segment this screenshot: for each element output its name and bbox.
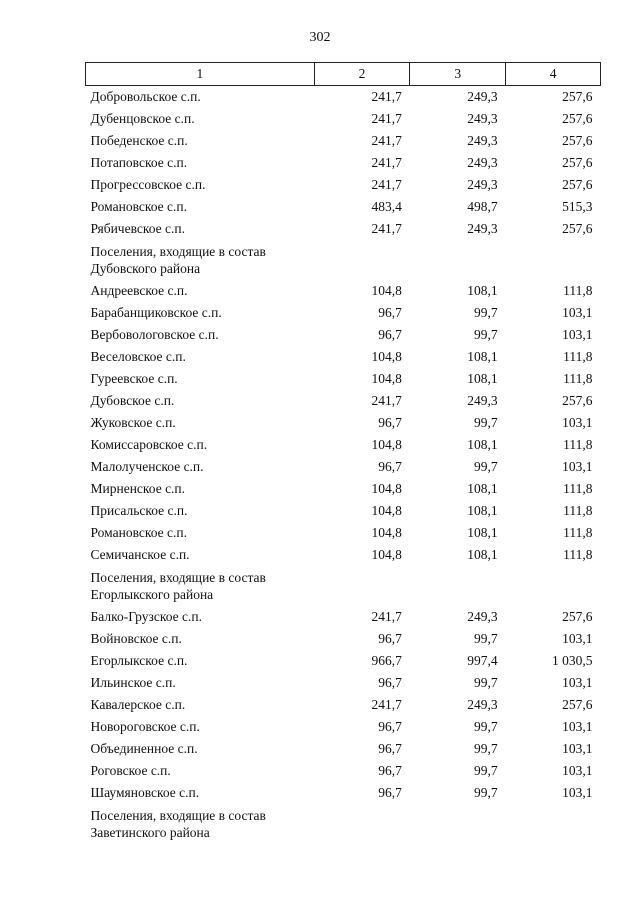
value-col-3: 99,7 [474, 675, 498, 690]
data-table [85, 62, 601, 844]
value-col-3: 249,3 [467, 111, 498, 126]
settlement-name: Потаповское с.п. [90, 155, 188, 170]
value-col-2: 96,7 [378, 631, 402, 646]
settlement-name: Семичанское с.п. [90, 547, 190, 562]
table-row [86, 86, 601, 109]
value-col-4: 103,1 [562, 785, 593, 800]
value-col-4: 257,6 [562, 393, 593, 408]
table-row [86, 672, 601, 694]
group-heading: Поселения, входящие в состав Егорлыкского района [90, 570, 266, 602]
value-col-3: 99,7 [474, 305, 498, 320]
value-col-4: 103,1 [562, 763, 593, 778]
table-row [86, 500, 601, 522]
value-col-2: 104,8 [371, 503, 402, 518]
header-col-4: 4 [506, 63, 601, 86]
group-heading-row [86, 804, 601, 844]
value-col-2: 96,7 [378, 675, 402, 690]
value-col-2: 241,7 [371, 111, 402, 126]
empty-cell [314, 804, 410, 844]
header-col-2: 2 [314, 63, 410, 86]
settlement-name: Комиссаровское с.п. [90, 437, 208, 452]
settlement-name: Андреевское с.п. [90, 283, 188, 298]
table-row [86, 346, 601, 368]
settlement-name: Шаумяновское с.п. [90, 785, 200, 800]
table-row [86, 196, 601, 218]
settlement-name: Романовское с.п. [90, 199, 187, 214]
value-col-4: 111,8 [563, 503, 593, 518]
value-col-2: 241,7 [371, 89, 402, 104]
value-col-2: 96,7 [378, 741, 402, 756]
value-col-3: 99,7 [474, 459, 498, 474]
settlement-name: Присальское с.п. [90, 503, 188, 518]
value-col-4: 515,3 [562, 199, 593, 214]
settlement-name: Веселовское с.п. [90, 349, 186, 364]
table-row [86, 174, 601, 196]
value-col-2: 241,7 [371, 133, 402, 148]
value-col-2: 96,7 [378, 763, 402, 778]
table-header [86, 63, 601, 86]
value-col-3: 249,3 [467, 393, 498, 408]
table-row [86, 478, 601, 500]
empty-cell [506, 240, 601, 280]
empty-cell [314, 240, 410, 280]
value-col-4: 103,1 [562, 741, 593, 756]
group-heading: Поселения, входящие в состав Дубовского района [90, 244, 266, 276]
page-number: 302 [309, 30, 331, 45]
value-col-3: 99,7 [474, 631, 498, 646]
value-col-3: 249,3 [467, 221, 498, 236]
value-col-3: 249,3 [467, 609, 498, 624]
empty-cell [410, 566, 506, 606]
table-row [86, 218, 601, 240]
value-col-4: 111,8 [563, 283, 593, 298]
value-col-2: 96,7 [378, 459, 402, 474]
value-col-2: 104,8 [371, 481, 402, 496]
value-col-3: 99,7 [474, 785, 498, 800]
settlement-name: Добровольское с.п. [90, 89, 201, 104]
value-col-4: 103,1 [562, 415, 593, 430]
value-col-4: 111,8 [563, 371, 593, 386]
value-col-2: 966,7 [371, 653, 402, 668]
table-row [86, 522, 601, 544]
settlement-name: Ильинское с.п. [90, 675, 176, 690]
value-col-3: 108,1 [467, 503, 498, 518]
value-col-4: 257,6 [562, 697, 593, 712]
value-col-3: 99,7 [474, 327, 498, 342]
value-col-4: 103,1 [562, 631, 593, 646]
value-col-4: 103,1 [562, 327, 593, 342]
value-col-4: 257,6 [562, 177, 593, 192]
table-row [86, 108, 601, 130]
value-col-4: 111,8 [563, 349, 593, 364]
table-row [86, 130, 601, 152]
table-row [86, 280, 601, 302]
table-row [86, 782, 601, 804]
table-row [86, 324, 601, 346]
settlement-name: Мирненское с.п. [90, 481, 186, 496]
table-row [86, 650, 601, 672]
value-col-4: 103,1 [562, 719, 593, 734]
value-col-3: 99,7 [474, 741, 498, 756]
value-col-4: 1 030,5 [552, 653, 593, 668]
table-row [86, 434, 601, 456]
value-col-2: 241,7 [371, 697, 402, 712]
settlement-name: Войновское с.п. [90, 631, 182, 646]
table-row [86, 302, 601, 324]
settlement-name: Новороговское с.п. [90, 719, 200, 734]
empty-cell [314, 566, 410, 606]
value-col-3: 249,3 [467, 89, 498, 104]
header-col-1: 1 [86, 63, 315, 86]
settlement-name: Малолученское с.п. [90, 459, 204, 474]
value-col-3: 108,1 [467, 547, 498, 562]
empty-cell [506, 566, 601, 606]
group-heading: Поселения, входящие в состав Заветинского района [90, 808, 266, 840]
settlement-name: Дубовское с.п. [90, 393, 175, 408]
value-col-3: 108,1 [467, 283, 498, 298]
value-col-4: 111,8 [563, 525, 593, 540]
table-row [86, 152, 601, 174]
value-col-4: 111,8 [563, 437, 593, 452]
value-col-3: 997,4 [467, 653, 498, 668]
value-col-4: 257,6 [562, 609, 593, 624]
settlement-name: Балко-Грузское с.п. [90, 609, 202, 624]
settlement-name: Рябичевское с.п. [90, 221, 185, 236]
header-row [86, 63, 601, 86]
table-row [86, 412, 601, 434]
table-body [86, 86, 601, 845]
value-col-3: 249,3 [467, 697, 498, 712]
settlement-name: Вербовологовское с.п. [90, 327, 219, 342]
value-col-2: 96,7 [378, 719, 402, 734]
value-col-4: 257,6 [562, 89, 593, 104]
value-col-2: 104,8 [371, 349, 402, 364]
group-heading-row [86, 566, 601, 606]
value-col-4: 257,6 [562, 155, 593, 170]
header-col-3: 3 [410, 63, 506, 86]
value-col-4: 111,8 [563, 481, 593, 496]
table-row [86, 628, 601, 650]
empty-cell [410, 240, 506, 280]
empty-cell [410, 804, 506, 844]
value-col-2: 241,7 [371, 393, 402, 408]
value-col-2: 483,4 [371, 199, 402, 214]
value-col-2: 104,8 [371, 371, 402, 386]
value-col-4: 257,6 [562, 111, 593, 126]
table-row [86, 738, 601, 760]
settlement-name: Гуреевское с.п. [90, 371, 178, 386]
group-heading-row [86, 240, 601, 280]
settlement-name: Победенское с.п. [90, 133, 188, 148]
value-col-4: 103,1 [562, 675, 593, 690]
value-col-2: 96,7 [378, 305, 402, 320]
empty-cell [506, 804, 601, 844]
value-col-2: 241,7 [371, 609, 402, 624]
settlement-name: Прогрессовское с.п. [90, 177, 206, 192]
table-row [86, 456, 601, 478]
value-col-3: 108,1 [467, 525, 498, 540]
settlement-name: Роговское с.п. [90, 763, 171, 778]
settlement-name: Жуковское с.п. [90, 415, 176, 430]
value-col-2: 104,8 [371, 547, 402, 562]
table-row [86, 716, 601, 738]
settlement-name: Кавалерское с.п. [90, 697, 186, 712]
table-row [86, 694, 601, 716]
value-col-3: 249,3 [467, 133, 498, 148]
value-col-2: 96,7 [378, 415, 402, 430]
settlement-name: Барабанщиковское с.п. [90, 305, 222, 320]
table-row [86, 544, 601, 566]
value-col-2: 104,8 [371, 437, 402, 452]
value-col-3: 108,1 [467, 437, 498, 452]
value-col-3: 108,1 [467, 349, 498, 364]
settlement-name: Дубенцовское с.п. [90, 111, 195, 126]
value-col-2: 96,7 [378, 327, 402, 342]
value-col-3: 108,1 [467, 371, 498, 386]
value-col-2: 96,7 [378, 785, 402, 800]
value-col-2: 241,7 [371, 177, 402, 192]
value-col-4: 103,1 [562, 305, 593, 320]
value-col-4: 111,8 [563, 547, 593, 562]
table-row [86, 606, 601, 628]
value-col-3: 99,7 [474, 415, 498, 430]
value-col-3: 108,1 [467, 481, 498, 496]
value-col-3: 498,7 [467, 199, 498, 214]
value-col-4: 257,6 [562, 133, 593, 148]
value-col-3: 99,7 [474, 763, 498, 778]
table-row [86, 390, 601, 412]
table-row [86, 760, 601, 782]
settlement-name: Объединенное с.п. [90, 741, 198, 756]
settlement-name: Романовское с.п. [90, 525, 187, 540]
value-col-4: 257,6 [562, 221, 593, 236]
settlement-name: Егорлыкское с.п. [90, 653, 188, 668]
value-col-3: 99,7 [474, 719, 498, 734]
value-col-3: 249,3 [467, 177, 498, 192]
value-col-2: 241,7 [371, 155, 402, 170]
value-col-2: 104,8 [371, 525, 402, 540]
value-col-2: 241,7 [371, 221, 402, 236]
table-row [86, 368, 601, 390]
value-col-2: 104,8 [371, 283, 402, 298]
value-col-3: 249,3 [467, 155, 498, 170]
value-col-4: 103,1 [562, 459, 593, 474]
